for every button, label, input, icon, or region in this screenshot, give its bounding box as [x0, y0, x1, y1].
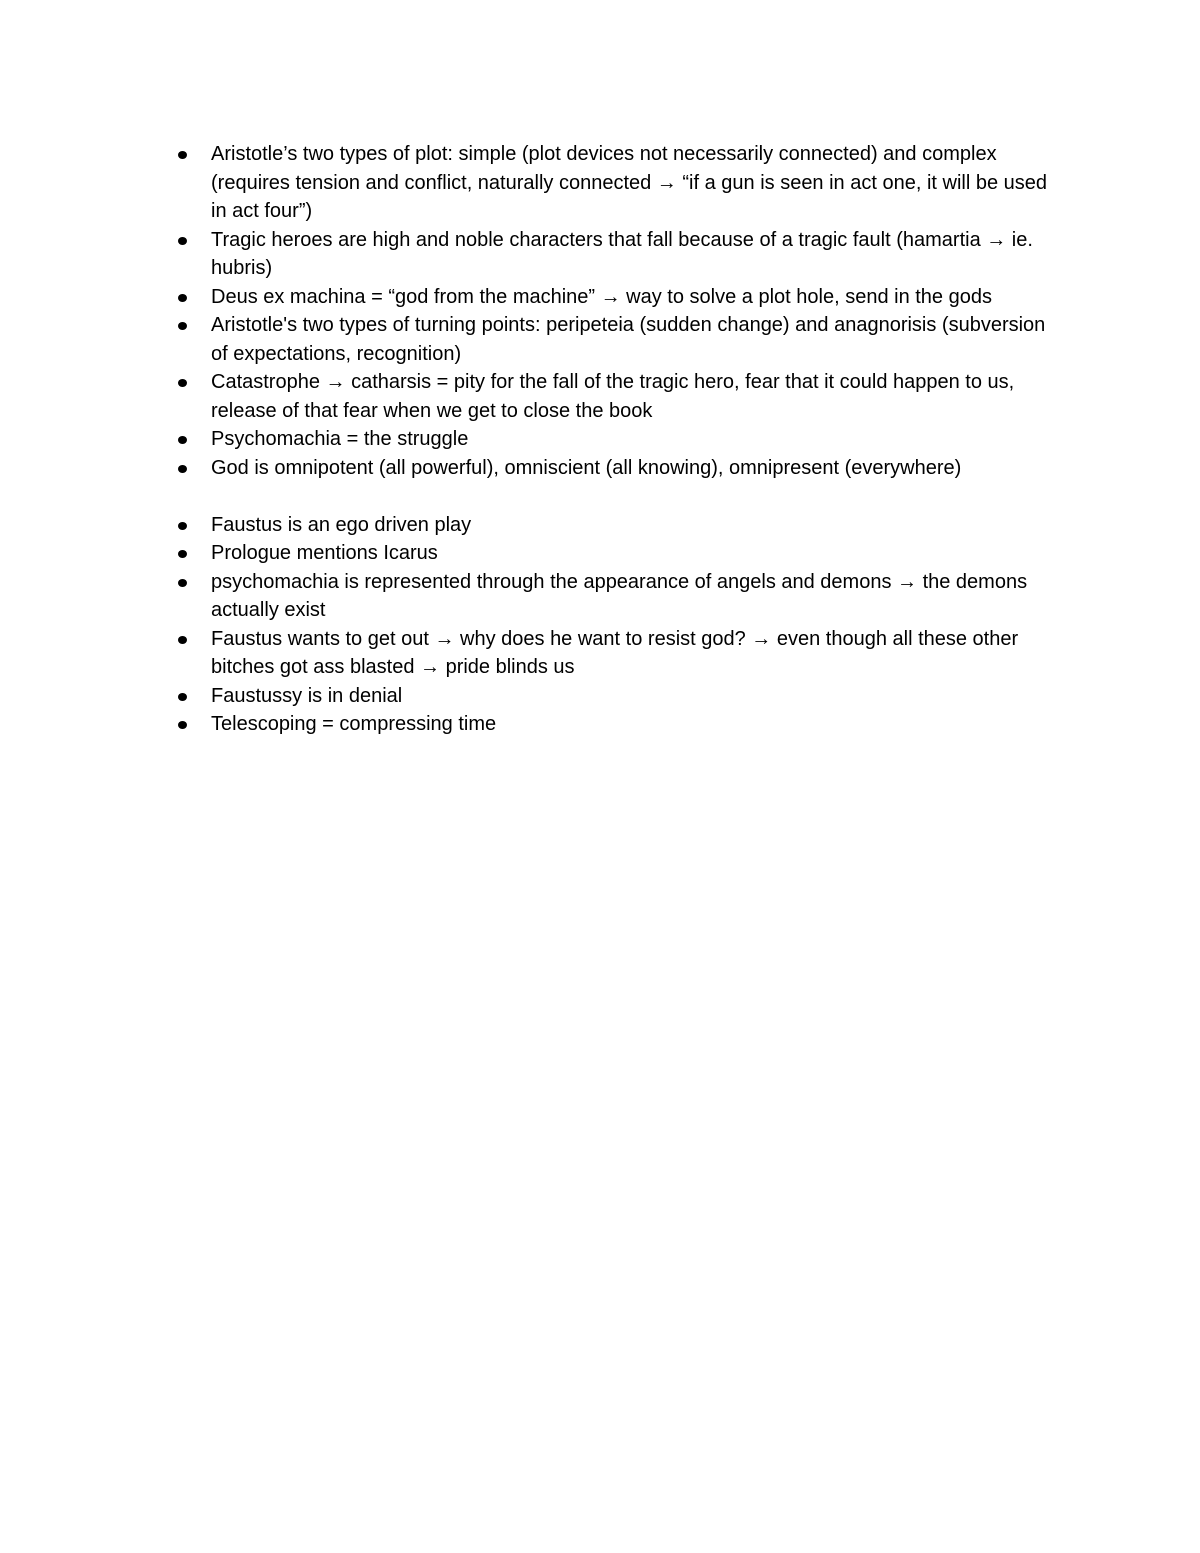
bullet-icon: [178, 522, 187, 530]
bullet-icon: [178, 294, 187, 302]
list-item: [176, 710, 1066, 739]
list-item-text: Faustus wants to get out → why does he want to resist god? → even though all these other bitches got ass blasted → pride blinds us: [211, 627, 1019, 678]
list-item-text: Catastrophe → catharsis = pity for the fall of the tragic hero, fear that it could happen to us, release of that fear when we get to close the book: [211, 371, 1015, 422]
notes-body: [176, 140, 1066, 739]
bullet-icon: [178, 151, 187, 159]
list-item-text: Telescoping = compressing time: [211, 713, 497, 735]
list-item: [176, 539, 1066, 568]
list-item-text: Tragic heroes are high and noble characters that fall because of a tragic fault (hamartia → ie. hubris): [211, 228, 1033, 279]
list-item-text: psychomachia is represented through the appearance of angels and demons → the demons actually exist: [211, 570, 1028, 621]
list-item: [176, 425, 1066, 454]
list-item-text: Faustus is an ego driven play: [211, 513, 472, 536]
bullet-list-faustus-notes: [176, 511, 1066, 739]
list-item: [176, 682, 1066, 711]
list-item-text: Faustussy is in denial: [211, 684, 403, 707]
list-item: [176, 511, 1066, 540]
list-item-text: Deus ex machina = “god from the machine” → way to solve a plot hole, send in the gods: [211, 285, 992, 308]
list-item-text: Psychomachia = the struggle: [211, 428, 469, 450]
bullet-icon: [178, 579, 187, 587]
list-item-text: God is omnipotent (all powerful), omniscient (all knowing), omnipresent (everywhere): [211, 456, 962, 479]
bullet-icon: [178, 636, 187, 644]
bullet-icon: [178, 465, 187, 473]
list-item-text: Aristotle’s two types of plot: simple (plot devices not necessarily connected) and complex (requires tension and conflict, naturally connected → “if a gun is seen in act one, it will be used in act four”): [211, 143, 1048, 222]
list-item: [176, 368, 1066, 425]
bullet-icon: [178, 721, 187, 729]
bullet-icon: [178, 322, 187, 330]
list-item: [176, 568, 1066, 625]
list-item: [176, 454, 1066, 483]
list-item: [176, 283, 1066, 312]
list-item: [176, 226, 1066, 283]
list-item-text: Prologue mentions Icarus: [211, 542, 438, 564]
list-item: [176, 140, 1066, 226]
bullet-icon: [178, 693, 187, 701]
bullet-icon: [178, 237, 187, 245]
list-item-text: Aristotle's two types of turning points: peripeteia (sudden change) and anagnorisis (subversion of expectations, recognition): [211, 314, 1046, 365]
list-item: [176, 311, 1066, 368]
bullet-icon: [178, 379, 187, 387]
list-item: [176, 625, 1066, 682]
bullet-icon: [178, 550, 187, 558]
bullet-icon: [178, 436, 187, 444]
bullet-list-plot-notes: [176, 140, 1066, 482]
